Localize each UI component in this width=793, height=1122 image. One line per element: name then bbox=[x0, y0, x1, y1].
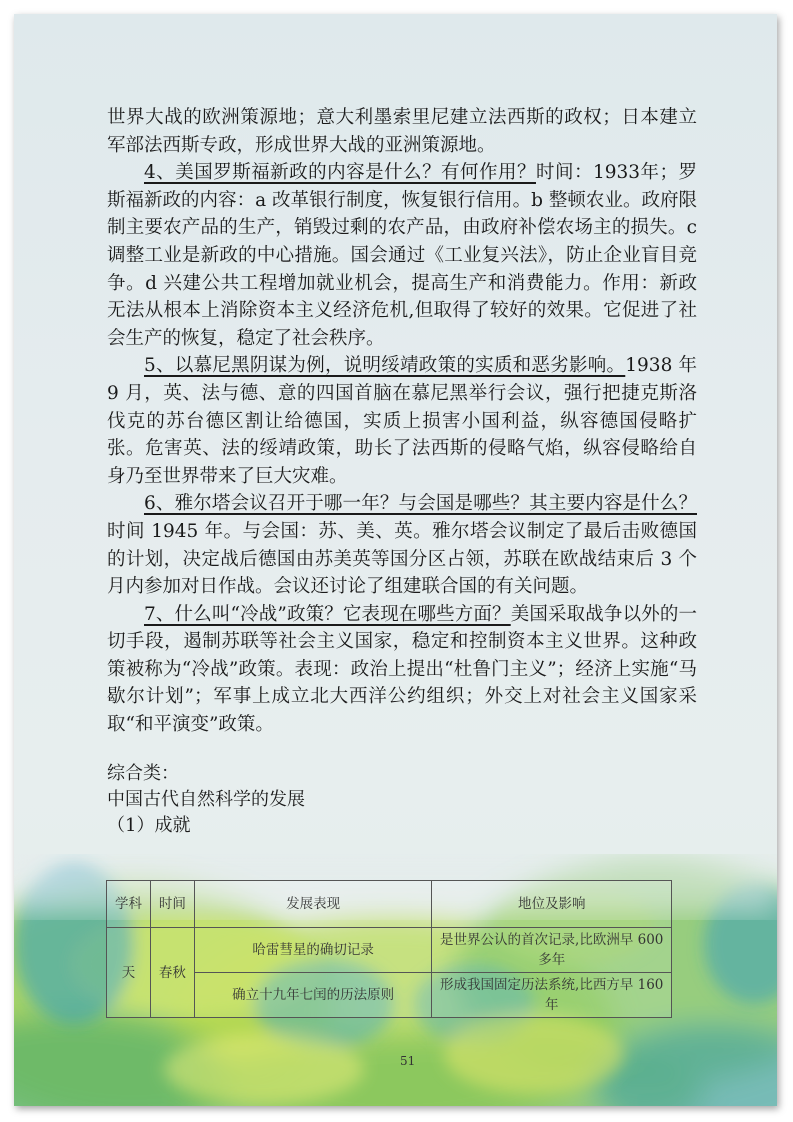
cell-subject: 天 bbox=[107, 928, 151, 1018]
table-row bbox=[107, 928, 672, 973]
header-performance: 发展表现 bbox=[194, 881, 432, 928]
achievements-table bbox=[106, 880, 672, 1018]
paragraph-text: 时间 1945 年。与会国：苏、美、英。雅尔塔会议制定了最后击败德国的计划，决定战后德国由苏美英等国分区占领，苏联在欧战结束后 3 个月内参加对日作战。会议还讨论了组建联合国的有关问题。 bbox=[107, 520, 697, 598]
header-influence: 地位及影响 bbox=[432, 881, 672, 928]
achievements-table-wrapper bbox=[106, 880, 672, 1018]
paragraph-text: 美国采取战争以外的一切手段，遏制苏联等社会主义国家，稳定和控制资本主义世界。这种政策被称为“冷战”政策。表现：政治上提出“杜鲁门主义”；经济上实施“马歇尔计划”；军事上成立北大西洋公约组织；外交上对社会主义国家采取“和平演变”政策。 bbox=[107, 603, 697, 736]
cell-time: 春秋 bbox=[150, 928, 194, 1018]
cell-influence: 是世界公认的首次记录,比欧洲早 600 多年 bbox=[432, 928, 672, 973]
section-subtitle: （1）成就 bbox=[107, 814, 191, 836]
section-category: 综合类： bbox=[107, 762, 179, 784]
paragraph-list bbox=[107, 104, 697, 739]
paragraph bbox=[107, 352, 697, 490]
section-title: 中国古代自然科学的发展 bbox=[107, 788, 305, 810]
question-heading: 7、什么叫“冷战”政策？它表现在哪些方面？ bbox=[144, 603, 511, 625]
header-subject: 学科 bbox=[107, 881, 151, 928]
cell-performance: 确立十九年七闰的历法原则 bbox=[194, 973, 432, 1018]
paragraph bbox=[107, 159, 697, 352]
table-header-row bbox=[107, 881, 672, 928]
cell-influence: 形成我国固定历法系统,比西方早 160 年 bbox=[432, 973, 672, 1018]
paragraph bbox=[107, 490, 697, 600]
paragraph bbox=[107, 601, 697, 739]
paragraph bbox=[107, 104, 697, 159]
page-number: 51 bbox=[400, 1054, 416, 1068]
cell-performance: 哈雷彗星的确切记录 bbox=[194, 928, 432, 973]
header-time: 时间 bbox=[150, 881, 194, 928]
paragraph-text: 1938 年 9 月，英、法与德、意的四国首脑在慕尼黑举行会议，强行把捷克斯洛伐克的苏台德区割让给德国，实质上损害小国利益，纵容德国侵略扩张。危害英、法的绥靖政策，助长了法西斯的侵略气焰，纵容侵略给自身乃至世界带来了巨大灾难。 bbox=[107, 355, 697, 487]
question-heading: 6、雅尔塔会议召开于哪一年？与会国是哪些？其主要内容是什么？ bbox=[144, 493, 697, 515]
document-page bbox=[14, 14, 777, 1106]
document-body bbox=[107, 104, 697, 839]
question-heading: 5、以慕尼黑阴谋为例，说明绥靖政策的实质和恶劣影响。 bbox=[144, 355, 626, 377]
question-heading: 4、美国罗斯福新政的内容是什么？有何作用？ bbox=[144, 162, 536, 184]
paragraph-text: 时间：1933年；罗斯福新政的内容：a 改革银行制度，恢复银行信用。b 整顿农业。政府限制主要农产品的生产，销毁过剩的农产品，由政府补偿农场主的损失。c 调整工业是新政的中心措施。国会通过《工业复兴法》，防止企业盲目竞争。d 兴建公共工程增加就业机会，提高生产和消费能力。作用：新政无法从根本上消除资本主义经济危机,但取得了较好的效果。它促进了社会生产的恢复，稳定了社会秩序。 bbox=[107, 162, 697, 349]
paragraph-text: 世界大战的欧洲策源地；意大利墨索里尼建立法西斯的政权；日本建立军部法西斯专政，形成世界大战的亚洲策源地。 bbox=[107, 107, 697, 156]
